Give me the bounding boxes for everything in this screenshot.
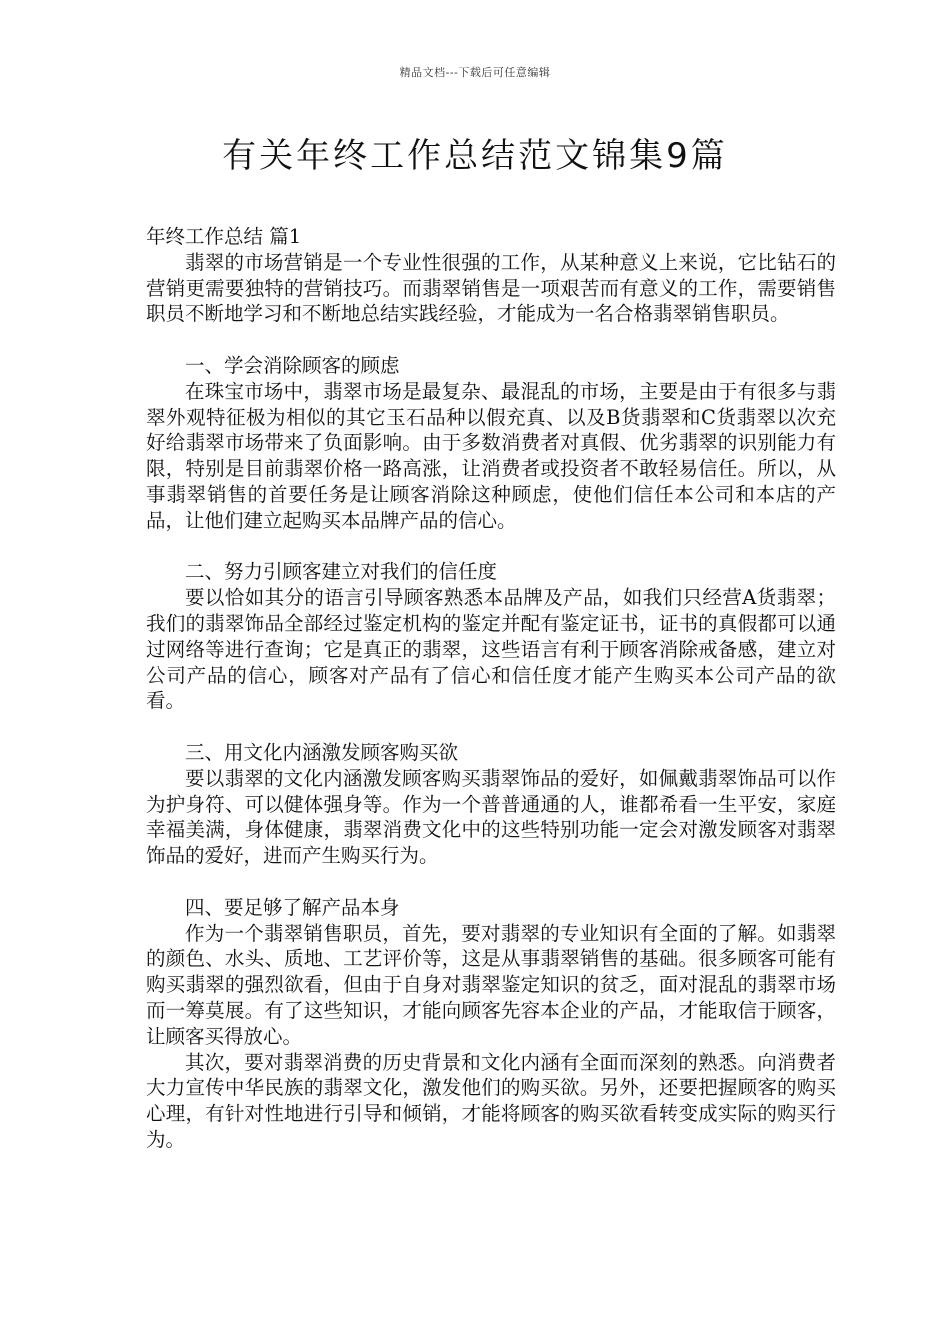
intro-paragraph: 翡翠的市场营销是一个专业性很强的工作，从某种意义上来说，它比钻石的营销更需要独特的营销技巧。而翡翠销售是一项艰苦而有意义的工作，需要销售职员不断地学习和不断地总结实践经验，才能成为一名合格翡翠销售职员。 [146,250,836,326]
section-4-paragraph-2: 其次，要对翡翠消费的历史背景和文化内涵有全面而深刻的熟悉。向消费者大力宣传中华民族的翡翠文化，激发他们的购买欲。另外，还要把握顾客的购买心理，有针对性地进行引导和倾销，才能将顾客的购买欲看转变成实际的购买行为。 [146,1050,836,1151]
page-header-watermark: 精品文档---下载后可任意编辑 [399,66,551,79]
section-heading-4: 四、要足够了解产品本身 [185,895,400,919]
document-body [146,224,836,1153]
section-3-paragraph-1: 要以翡翠的文化内涵激发顾客购买翡翠饰品的爱好，如佩戴翡翠饰品可以作为护身符、可以健体强身等。作为一个普普通通的人，谁都希看一生平安，家庭幸福美满，身体健康，翡翠消费文化中的这些特别功能一定会对激发顾客对翡翠饰品的爱好，进而产生购买行为。 [146,766,836,868]
section-2-paragraph-1: 要以恰如其分的语言引导顾客熟悉本品牌及产品，如我们只经营A货翡翠；我们的翡翠饰品全部经过鉴定机构的鉴定并配有鉴定证书，证书的真假都可以通过网络等进行查询；它是真正的翡翠，这些语言有利于顾客消除戒备感，建立对公司产品的信心，顾客对产品有了信心和信任度才能产生购买本公司产品的欲看。 [146,586,836,713]
section-heading-3: 三、用文化内涵激发顾客购买欲 [185,740,459,764]
section-heading-2: 二、努力引顾客建立对我们的信任度 [185,560,498,584]
section-heading-1: 一、学会消除顾客的顾虑 [185,353,400,377]
document-title: 有关年终工作总结范文锦集9篇 [222,136,728,176]
section-4-paragraph-1: 作为一个翡翠销售职员，首先，要对翡翠的专业知识有全面的了解。如翡翠的颜色、水头、质地、工艺评价等，这是从事翡翠销售的基础。很多顾客可能有购买翡翠的强烈欲看，但由于自身对翡翠鉴定知识的贫乏，面对混乱的翡翠市场而一筹莫展。有了这些知识，才能向顾客先容本企业的产品，才能取信于顾客，让顾客买得放心。 [146,921,836,1048]
section-1-paragraph-1: 在珠宝市场中，翡翠市场是最复杂、最混乱的市场，主要是由于有很多与翡翠外观特征极为相似的其它玉石品种以假充真、以及B货翡翠和C货翡翠以次充好给翡翠市场带来了负面影响。由于多数消费者对真假、优劣翡翠的识别能力有限，特别是目前翡翠价格一路高涨，让消费者或投资者不敢轻易信任。所以，从事翡翠销售的首要任务是让顾客消除这种顾虑，使他们信任本公司和本店的产品，让他们建立起购买本品牌产品的信心。 [146,379,836,532]
section-label: 年终工作总结 篇1 [146,225,302,248]
